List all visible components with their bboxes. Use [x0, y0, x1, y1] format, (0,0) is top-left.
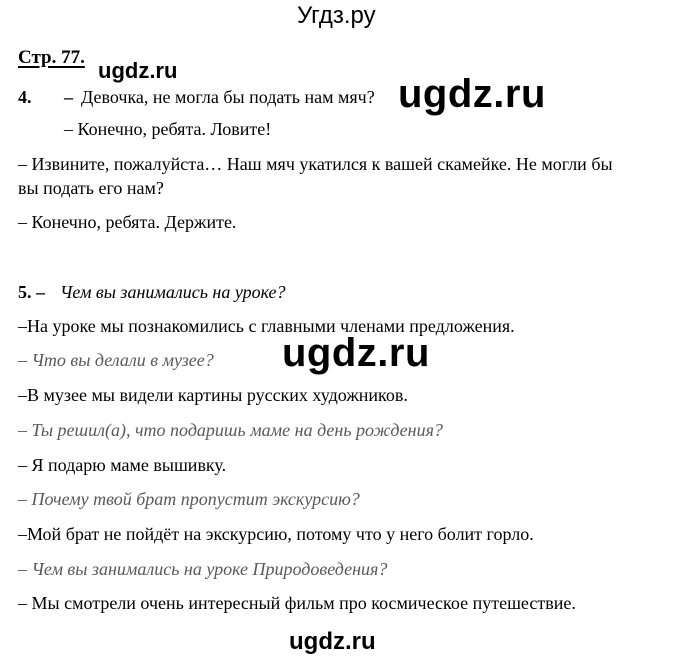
watermark-top-large: ugdz.ru	[398, 72, 546, 116]
exercise-4-line-3b: вы подать его нам?	[18, 178, 164, 198]
exercise-5-question-3: – Ты решил(а), что подаришь маме на день рождения?	[18, 420, 443, 440]
exercise-4-dash: –	[64, 87, 73, 107]
exercise-4-line-3a: – Извините, пожалуйста… Наш мяч укатился к вашей скамейке. Не могли бы	[18, 154, 613, 174]
exercise-5-question-1: Чем вы занимались на уроке?	[60, 282, 286, 302]
exercise-5-answer-4: –Мой брат не пойдёт на экскурсию, потому что у него болит горло.	[18, 524, 534, 544]
exercise-5-question-5: – Чем вы занимались на уроке Природоведения?	[18, 559, 388, 579]
exercise-4-number: 4.	[18, 87, 32, 107]
exercise-5-answer-3: – Я подарю маме вышивку.	[18, 455, 227, 475]
watermark-bottom: ugdz.ru	[289, 628, 376, 655]
exercise-4-line-2: – Конечно, ребята. Ловите!	[64, 119, 272, 139]
site-title: Угдз.ру	[297, 2, 376, 29]
exercise-5-question-2: – Что вы делали в музее?	[18, 350, 214, 370]
watermark-top-small: ugdz.ru	[98, 58, 178, 83]
exercise-5-question-4: – Почему твой брат пропустит экскурсию?	[18, 489, 360, 509]
exercise-5-answer-1: –На уроке мы познакомились с главными членами предложения.	[18, 316, 515, 336]
exercise-5-number: 5. –	[18, 282, 45, 302]
exercise-5-answer-2: –В музее мы видели картины русских художников.	[18, 385, 408, 405]
exercise-4-line-4: – Конечно, ребята. Держите.	[18, 212, 237, 232]
watermark-middle-large: ugdz.ru	[282, 331, 430, 375]
exercise-4-line-1: Девочка, не могла бы подать нам мяч?	[81, 87, 375, 107]
page-reference: Стр. 77.	[18, 47, 85, 68]
exercise-5-answer-5: – Мы смотрели очень интересный фильм про космическое путешествие.	[18, 593, 576, 613]
